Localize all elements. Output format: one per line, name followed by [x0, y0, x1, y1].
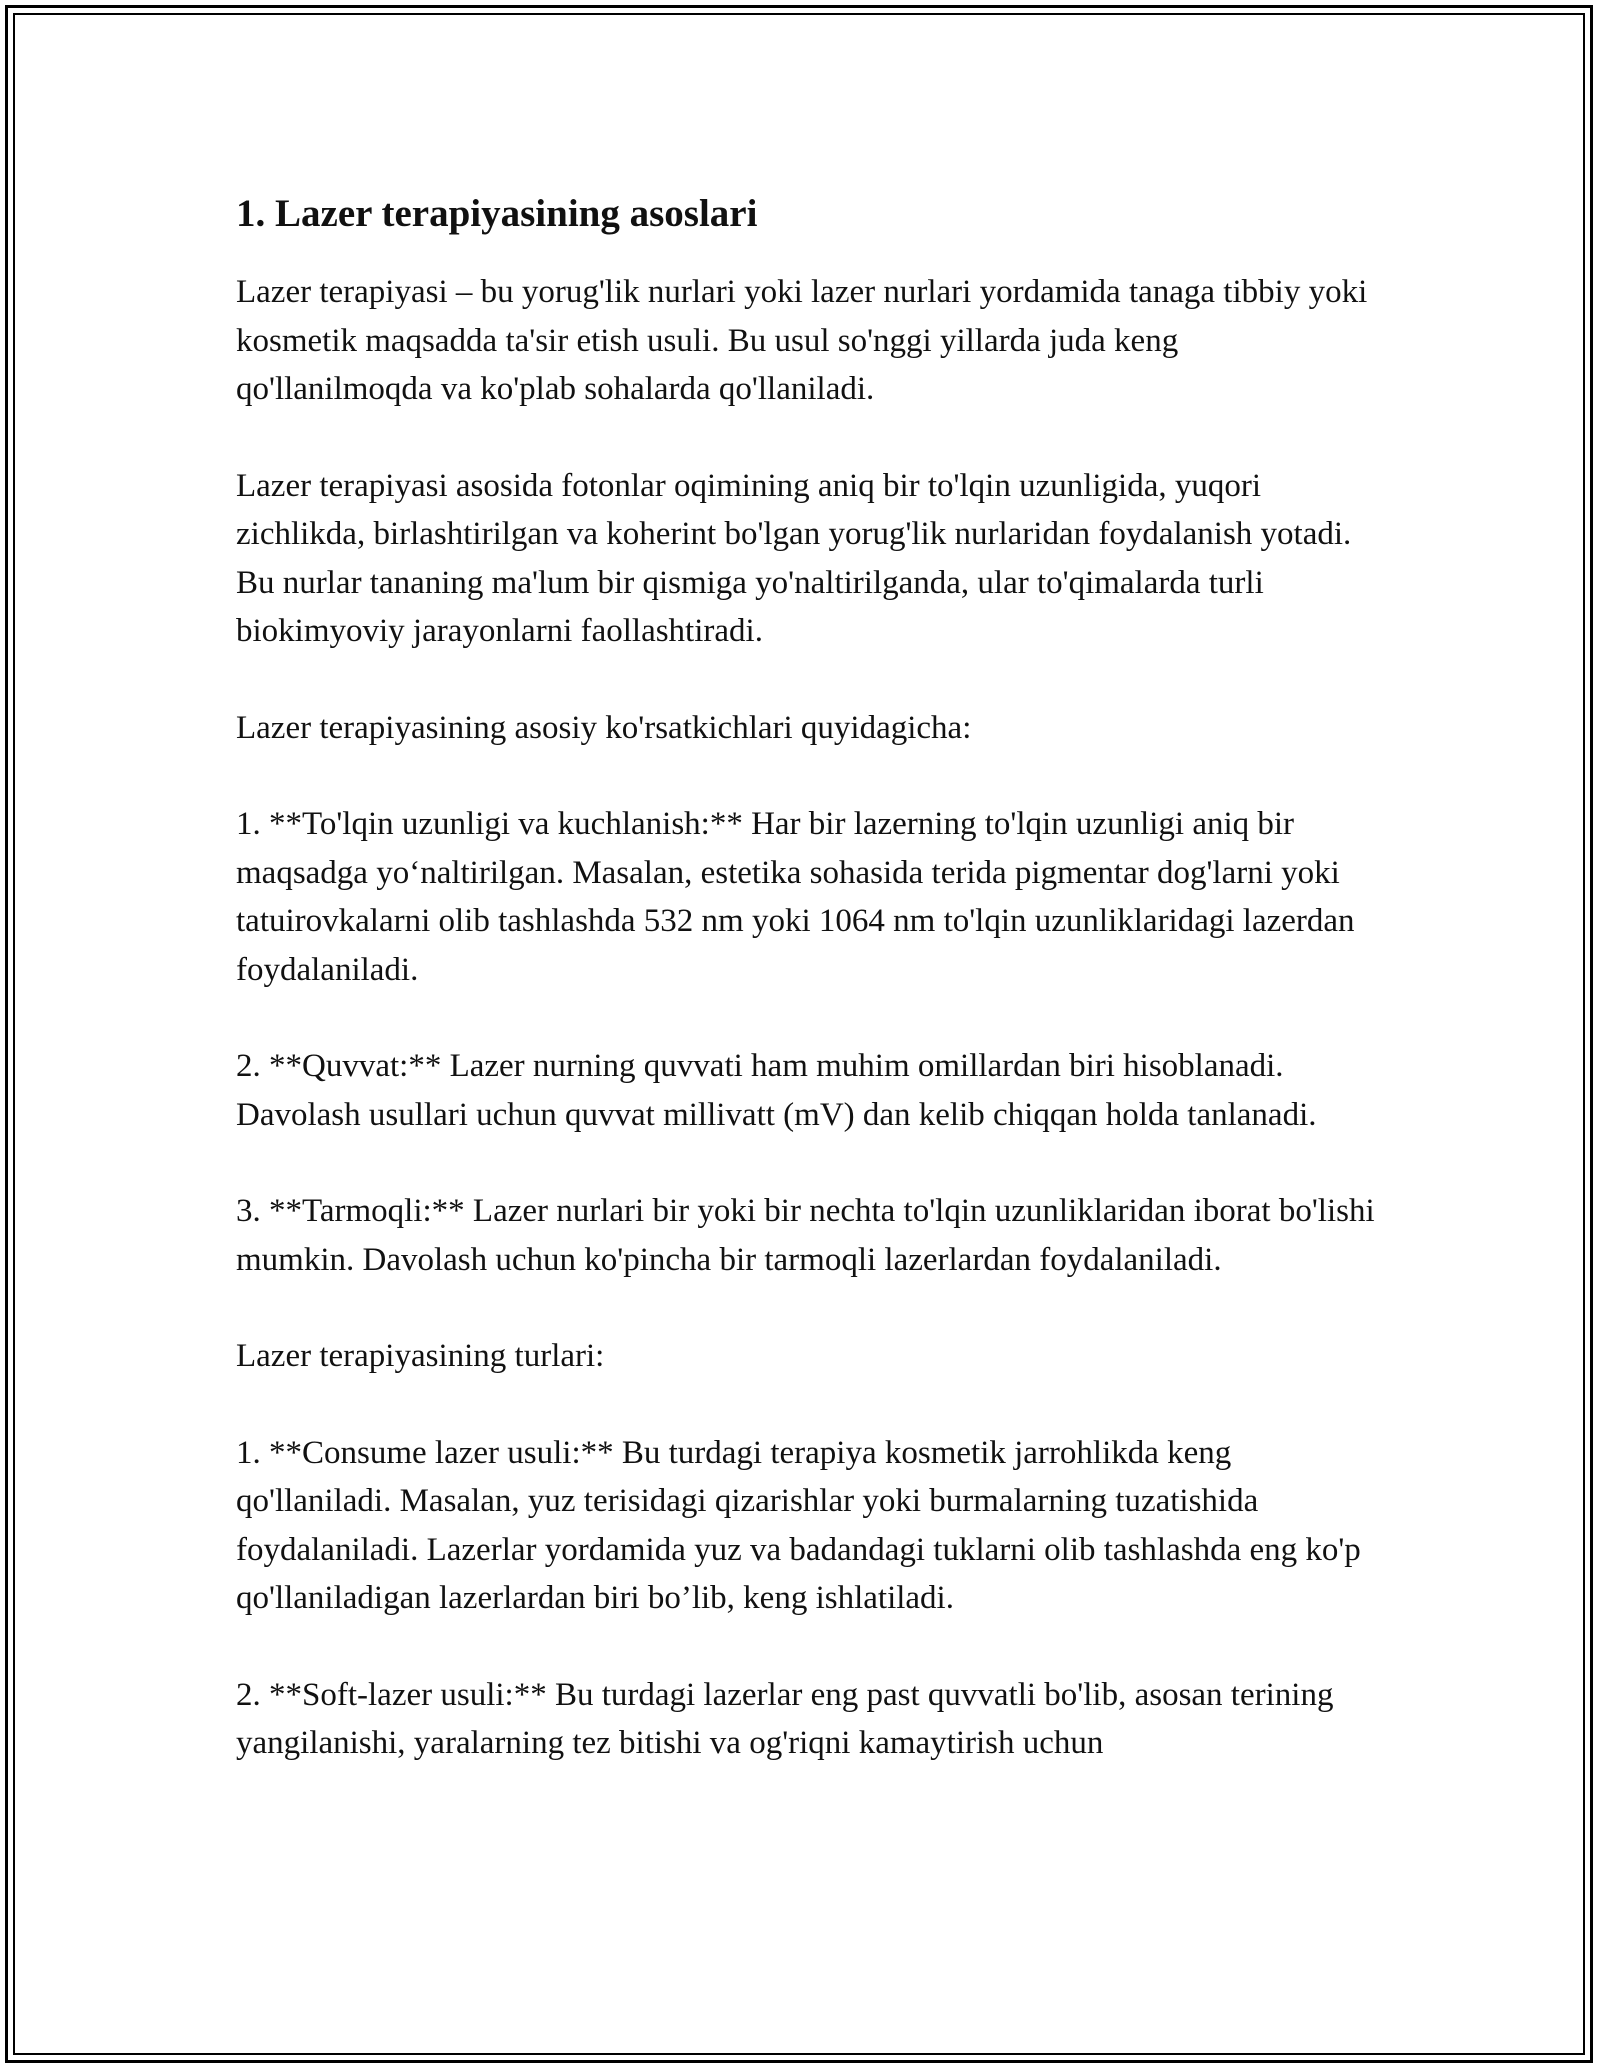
list-item-soft-laser: 2. **Soft-lazer usuli:** Bu turdagi lazerlar eng past quvvatli bo'lib, asosan terining yangilanishi, yaralarning tez bitishi va og'riqni kamaytirish uchun — [236, 1676, 1334, 1761]
paragraph-principle: Lazer terapiyasi asosida fotonlar oqimining aniq bir to'lqin uzunligida, yuqori zichlikda, birlashtirilgan va koherint bo'lgan yorug'lik nurlaridan foydalanish yotadi. Bu nurlar tananing ma'lum bir qismiga yo'naltirilganda, ular to'qimalarda turli biokimyoviy jarayonlarni faollashtiradi. — [236, 467, 1352, 649]
paragraph-indicators-intro: Lazer terapiyasining asosiy ko'rsatkichlari quyidagicha: — [236, 709, 972, 746]
section-heading: 1. Lazer terapiyasining asoslari — [236, 192, 758, 235]
document-body — [236, 190, 1376, 1768]
list-item-band: 3. **Tarmoqli:** Lazer nurlari bir yoki bir nechta to'lqin uzunliklaridan iborat bo'lishi mumkin. Davolash uchun ko'pincha bir tarmoqli lazerlardan foydalaniladi. — [236, 1193, 1375, 1278]
paragraph-intro: Lazer terapiyasi – bu yorug'lik nurlari yoki lazer nurlari yordamida tanaga tibbiy yoki kosmetik maqsadda ta'sir etish usuli. Bu usul so'nggi yillarda juda keng qo'llanilmoqda va ko'plab sohalarda qo'llaniladi. — [236, 274, 1368, 407]
paragraph-types-intro: Lazer terapiyasining turlari: — [236, 1338, 605, 1374]
list-item-consume-laser: 1. **Consume lazer usuli:** Bu turdagi terapiya kosmetik jarrohlikda keng qo'llaniladi. Masalan, yuz terisidagi qizarishlar yoki burmalarning tuzatishida foydalaniladi. Lazerlar yordamida yuz va badandagi tuklarni olib tashlashda eng ko'p qo'llaniladigan lazerlardan biri bo’lib, keng ishlatiladi. — [236, 1434, 1361, 1616]
list-item-wavelength: 1. **To'lqin uzunligi va kuchlanish:** Har bir lazerning to'lqin uzunligi aniq bir maqsadga yo‘naltirilgan. Masalan, estetika sohasida terida pigmentar dog'larni yoki tatuirovkalarni olib tashlashda 532 nm yoki 1064 nm to'lqin uzunliklaridagi lazerdan foydalaniladi. — [236, 806, 1355, 988]
list-item-power: 2. **Quvvat:** Lazer nurning quvvati ham muhim omillardan biri hisoblanadi. Davolash usullari uchun quvvat millivatt (mV) dan kelib chiqqan holda tanlanadi. — [236, 1048, 1317, 1133]
